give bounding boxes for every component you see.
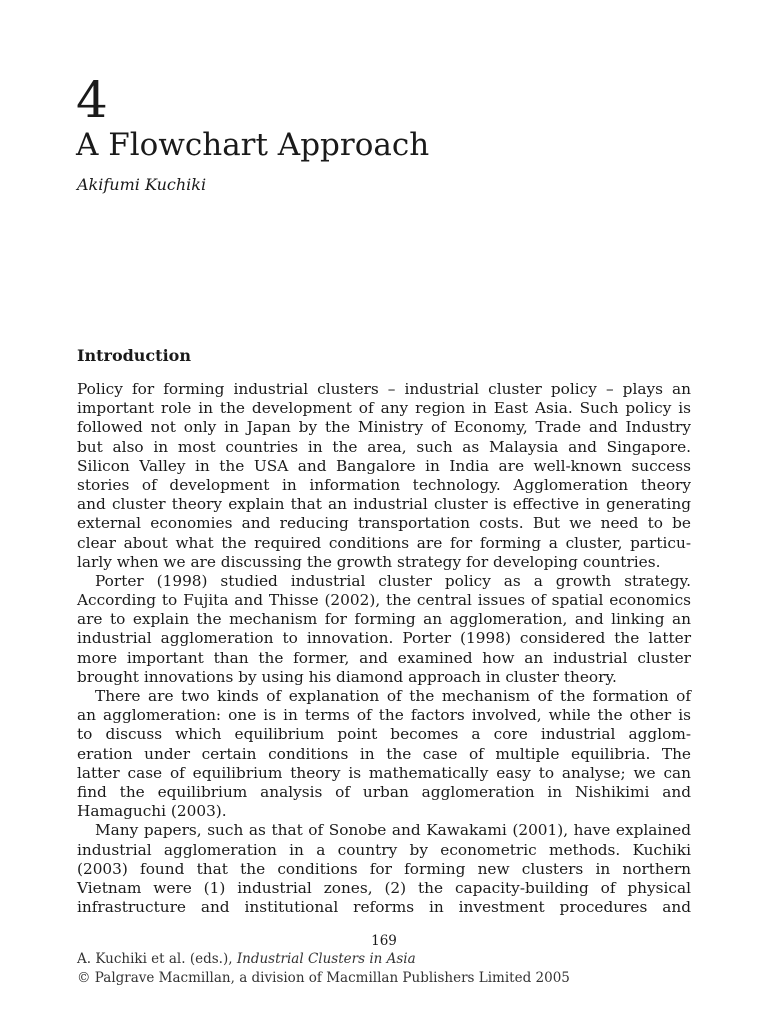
section-heading: Introduction xyxy=(77,346,191,365)
footer-citation xyxy=(77,950,570,969)
text-line: Many papers, such as that of Sonobe and Kawakami (2001), have explained xyxy=(95,821,691,840)
text-line: latter case of equilibrium theory is mathematically easy to analyse; we can xyxy=(77,763,691,782)
text-line: Hamaguchi (2003). xyxy=(77,802,227,821)
footer-copyright: © Palgrave Macmillan, a division of Macmillan Publishers Limited 2005 xyxy=(77,970,570,986)
page-number: 169 xyxy=(371,933,397,949)
footer-citation-title: Industrial Clusters in Asia xyxy=(236,951,416,967)
text-line: industrial agglomeration to innovation. Porter (1998) considered the latter xyxy=(77,629,691,648)
text-line: Policy for forming industrial clusters – industrial cluster policy – plays an xyxy=(77,380,691,398)
chapter-number: 4 xyxy=(76,71,108,129)
text-line: are to explain the mechanism for forming an agglomeration, and linking an xyxy=(77,610,691,629)
text-line: According to Fujita and Thisse (2002), the central issues of spatial economics xyxy=(77,591,691,610)
text-line: stories of development in information technology. Agglomeration theory xyxy=(77,475,691,494)
text-line: brought innovations by using his diamond approach in cluster theory. xyxy=(77,667,617,686)
text-line: larly when we are discussing the growth strategy for developing countries. xyxy=(77,552,661,571)
text-line: an agglomeration: one is in terms of the factors involved, while the other is xyxy=(77,706,691,725)
text-line: important role in the development of any region in East Asia. Such policy is xyxy=(77,399,691,418)
text-line: clear about what the required conditions are for forming a cluster, particu- xyxy=(77,533,691,552)
text-line: industrial agglomeration in a country by econometric methods. Kuchiki xyxy=(77,840,691,859)
text-line: find the equilibrium analysis of urban agglomeration in Nishikimi and xyxy=(77,782,691,801)
text-line: Silicon Valley in the USA and Bangalore in India are well-known success xyxy=(77,456,691,475)
text-line: external economies and reducing transportation costs. But we need to be xyxy=(77,514,691,533)
chapter-author: Akifumi Kuchiki xyxy=(77,175,207,194)
text-line: Porter (1998) studied industrial cluster policy as a growth strategy. xyxy=(95,571,691,590)
text-line: but also in most countries in the area, such as Malaysia and Singapore. xyxy=(77,437,691,456)
text-line: followed not only in Japan by the Ministry of Economy, Trade and Industry xyxy=(77,418,691,437)
text-line: and cluster theory explain that an industrial cluster is effective in generating xyxy=(77,495,691,514)
text-line: to discuss which equilibrium point becomes a core industrial agglom- xyxy=(77,725,691,744)
text-line: eration under certain conditions in the case of multiple equilibria. The xyxy=(77,744,691,763)
text-line: infrastructure and institutional reforms in investment procedures and xyxy=(77,898,691,917)
text-line: Vietnam were (1) industrial zones, (2) the capacity-building of physical xyxy=(77,878,691,897)
body-text xyxy=(77,380,691,917)
text-line: (2003) found that the conditions for forming new clusters in northern xyxy=(77,859,691,878)
footer-citation-prefix: A. Kuchiki et al. (eds.), xyxy=(77,951,237,967)
chapter-title: A Flowchart Approach xyxy=(76,127,430,163)
text-line: There are two kinds of explanation of the mechanism of the formation of xyxy=(95,687,691,705)
text-line: more important than the former, and examined how an industrial cluster xyxy=(77,648,691,667)
footer xyxy=(77,950,570,988)
